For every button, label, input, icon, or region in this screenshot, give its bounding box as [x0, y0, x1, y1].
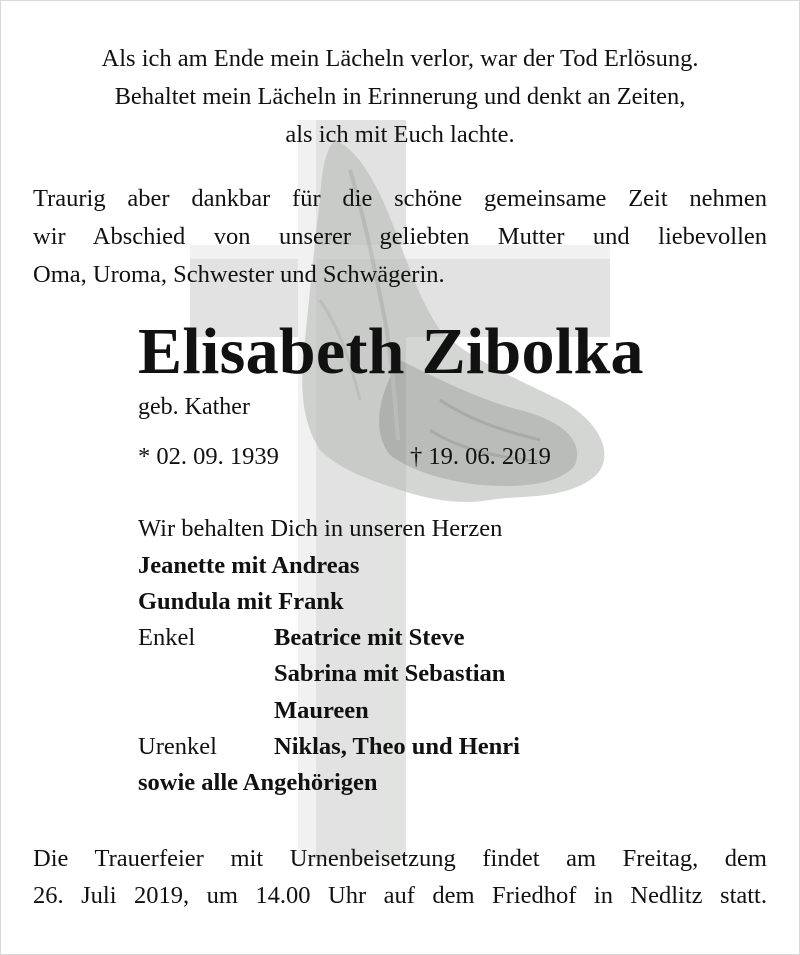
mourner-great-grandchildren: Niklas, Theo und Henri — [274, 733, 520, 760]
poem-line: als ich mit Euch lachte. — [285, 121, 515, 148]
poem-line: Behaltet mein Lächeln in Erinnerung und denkt an Zeiten, — [114, 83, 686, 110]
mourner-child: Jeanette mit Andreas — [138, 552, 360, 579]
deceased-name: Elisabeth Zibolka — [138, 315, 644, 388]
birth-date: * 02. 09. 1939 — [138, 443, 279, 470]
poem-line: Als ich am Ende mein Lächeln verlor, war der Tod Erlösung. — [101, 45, 699, 72]
mourner-grandchild: Beatrice mit Steve — [274, 624, 465, 651]
death-date: † 19. 06. 2019 — [410, 443, 551, 470]
grandchildren-label: Enkel — [138, 624, 196, 651]
funeral-line: Die Trauerfeier mit Urnenbeisetzung findet am Freitag, dem — [33, 845, 767, 872]
great-grandchildren-label: Urenkel — [138, 733, 217, 760]
announcement-line: Oma, Uroma, Schwester und Schwägerin. — [33, 261, 445, 288]
mourners-heading: Wir behalten Dich in unseren Herzen — [138, 515, 503, 542]
memorial-poem — [30, 40, 770, 154]
mourner-others: sowie alle Angehörigen — [138, 769, 378, 796]
announcement-line: Traurig aber dankbar für die schöne gemeinsame Zeit nehmen — [33, 185, 767, 212]
mourner-grandchild: Sabrina mit Sebastian — [274, 660, 506, 687]
mourner-child: Gundula mit Frank — [138, 588, 344, 615]
funeral-line: 26. Juli 2019, um 14.00 Uhr auf dem Friedhof in Nedlitz statt. — [33, 882, 767, 909]
birth-name: geb. Kather — [138, 394, 250, 420]
mourner-grandchild: Maureen — [274, 697, 369, 724]
announcement-line: wir Abschied von unserer geliebten Mutter und liebevollen — [33, 223, 767, 250]
announcement-text — [33, 180, 767, 294]
funeral-details — [33, 840, 767, 914]
